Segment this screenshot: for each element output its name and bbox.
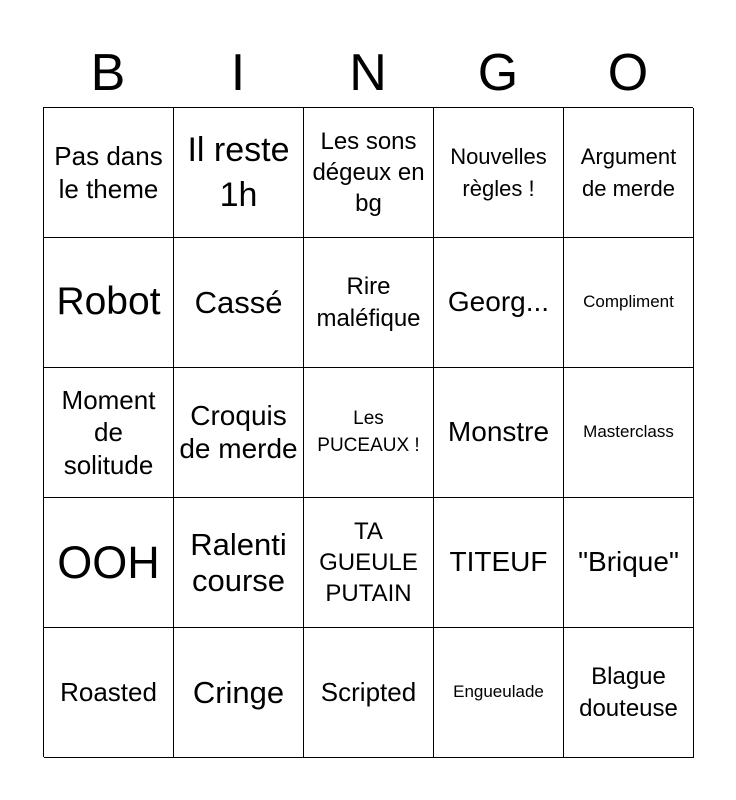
- cell-label: Engueulade: [453, 682, 544, 702]
- cell-label: Robot: [56, 280, 161, 324]
- bingo-cell[interactable]: [44, 498, 174, 628]
- cell-label: Georg...: [447, 286, 550, 318]
- bingo-cell[interactable]: [44, 368, 174, 498]
- cell-label: Monstre: [447, 416, 550, 448]
- bingo-cell[interactable]: [44, 628, 174, 758]
- header-letter-o: O: [607, 44, 649, 102]
- cell-label: Nouvelles règles !: [450, 143, 547, 201]
- bingo-cell[interactable]: [174, 108, 304, 238]
- cell-label: Masterclass: [583, 422, 674, 442]
- bingo-cell[interactable]: [304, 108, 434, 238]
- bingo-cell[interactable]: [434, 498, 564, 628]
- cell-label: Roasted: [60, 677, 157, 708]
- cell-label: TA GUEULE PUTAIN: [319, 517, 418, 608]
- bingo-cell[interactable]: [564, 108, 694, 238]
- cell-label: Cringe: [192, 674, 285, 710]
- cell-label: OOH: [57, 536, 160, 588]
- bingo-cell[interactable]: [44, 108, 174, 238]
- cell-label: Cassé: [194, 284, 283, 320]
- bingo-cell[interactable]: [434, 108, 564, 238]
- cell-label: Les PUCEAUX !: [317, 407, 420, 456]
- bingo-cell[interactable]: [304, 628, 434, 758]
- bingo-cell[interactable]: [174, 368, 304, 498]
- bingo-cell[interactable]: [564, 628, 694, 758]
- bingo-cell[interactable]: [304, 498, 434, 628]
- bingo-header: [43, 40, 693, 106]
- bingo-cell[interactable]: [564, 498, 694, 628]
- bingo-cell[interactable]: [174, 628, 304, 758]
- bingo-cell[interactable]: [304, 238, 434, 368]
- bingo-cell[interactable]: [434, 368, 564, 498]
- bingo-cell[interactable]: [174, 498, 304, 628]
- cell-label: Croquis de merde: [179, 400, 298, 464]
- cell-label: Moment de solitude: [61, 384, 156, 480]
- bingo-cell[interactable]: [434, 238, 564, 368]
- cell-label: TITEUF: [449, 546, 548, 578]
- cell-label: Pas dans le theme: [54, 141, 163, 204]
- header-letter-b: B: [90, 44, 126, 102]
- bingo-cell[interactable]: [304, 368, 434, 498]
- bingo-cell[interactable]: [174, 238, 304, 368]
- bingo-cell[interactable]: [44, 238, 174, 368]
- cell-label: Argument de merde: [580, 143, 677, 201]
- cell-label: Compliment: [583, 292, 674, 312]
- header-letter-g: G: [477, 44, 519, 102]
- bingo-cell[interactable]: [434, 628, 564, 758]
- cell-label: Rire maléfique: [316, 273, 421, 332]
- cell-label: Ralenti course: [190, 526, 287, 598]
- bingo-cell[interactable]: [564, 368, 694, 498]
- bingo-board: [43, 107, 693, 757]
- header-letter-i: I: [230, 44, 246, 102]
- cell-label: Les sons dégeux en bg: [312, 127, 425, 218]
- bingo-cell[interactable]: [564, 238, 694, 368]
- cell-label: Il reste 1h: [187, 131, 290, 214]
- cell-label: "Brique": [578, 546, 679, 578]
- header-letter-n: N: [349, 44, 387, 102]
- cell-label: Blague douteuse: [579, 663, 678, 722]
- cell-label: Scripted: [320, 677, 417, 708]
